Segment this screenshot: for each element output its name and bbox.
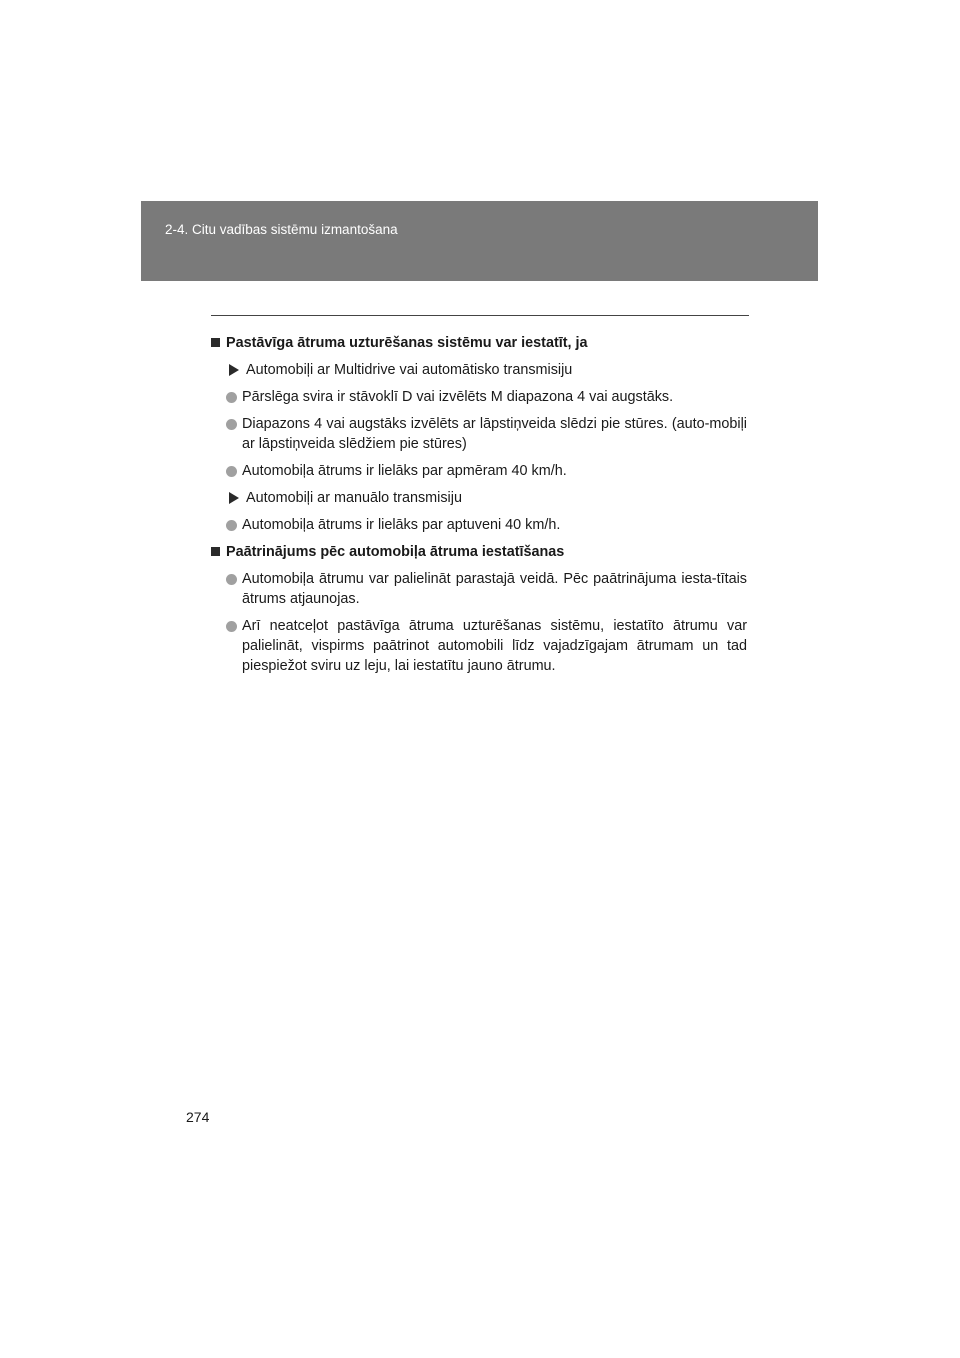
circle-bullet-icon xyxy=(226,466,237,477)
page-number: 274 xyxy=(186,1109,210,1125)
list-item xyxy=(211,414,747,454)
sub-heading-automatic xyxy=(211,360,747,380)
list-item xyxy=(211,616,747,676)
section-heading-text: Pastāvīga ātruma uzturēšanas sistēmu var iestatīt, ja xyxy=(226,335,588,351)
circle-bullet-icon xyxy=(226,392,237,403)
circle-bullet-icon xyxy=(226,419,237,430)
list-item-text: Pārslēga svira ir stāvoklī D vai izvēlēts M diapazona 4 vai augstāks. xyxy=(242,389,674,405)
list-item xyxy=(211,569,747,609)
square-bullet-icon xyxy=(211,338,220,347)
square-bullet-icon xyxy=(211,547,220,556)
sub-heading-text: Automobiļi ar Multidrive vai automātisko transmisiju xyxy=(246,362,573,378)
list-item xyxy=(211,387,747,407)
divider xyxy=(211,315,749,316)
circle-bullet-icon xyxy=(226,621,237,632)
section-heading-conditions xyxy=(211,333,747,353)
header-band xyxy=(141,201,818,281)
list-item-text: Diapazons 4 vai augstāks izvēlēts ar lāpstiņveida slēdzi pie stūres. (auto-mobiļi ar lāpstiņveida slēdžiem pie stūres) xyxy=(242,416,747,452)
list-item-text: Automobiļa ātrums ir lielāks par apmēram 40 km/h. xyxy=(242,463,567,479)
section-heading-acceleration xyxy=(211,542,747,562)
sub-heading-manual xyxy=(211,488,747,508)
sub-heading-text: Automobiļi ar manuālo transmisiju xyxy=(246,490,462,506)
section-title: 2-4. Citu vadības sistēmu izmantošana xyxy=(165,222,398,237)
list-item-text: Automobiļa ātrums ir lielāks par aptuveni 40 km/h. xyxy=(242,517,561,533)
triangle-pointer-icon xyxy=(229,364,239,376)
section-heading-text: Paātrinājums pēc automobiļa ātruma iestatīšanas xyxy=(226,544,565,560)
list-item xyxy=(211,515,747,535)
list-item-text: Arī neatceļot pastāvīga ātruma uzturēšanas sistēmu, iestatīto ātrumu var palielināt, vispirms paātrinot automobili līdz vajadzīgajam ātrumam un tad piespiežot sviru uz leju, lai iestatītu jauno ātrumu. xyxy=(242,618,747,674)
circle-bullet-icon xyxy=(226,574,237,585)
content xyxy=(211,333,747,683)
triangle-pointer-icon xyxy=(229,492,239,504)
list-item-text: Automobiļa ātrumu var palielināt parastajā veidā. Pēc paātrinājuma iesta-tītais ātrums atjaunojas. xyxy=(242,571,747,607)
circle-bullet-icon xyxy=(226,520,237,531)
list-item xyxy=(211,461,747,481)
